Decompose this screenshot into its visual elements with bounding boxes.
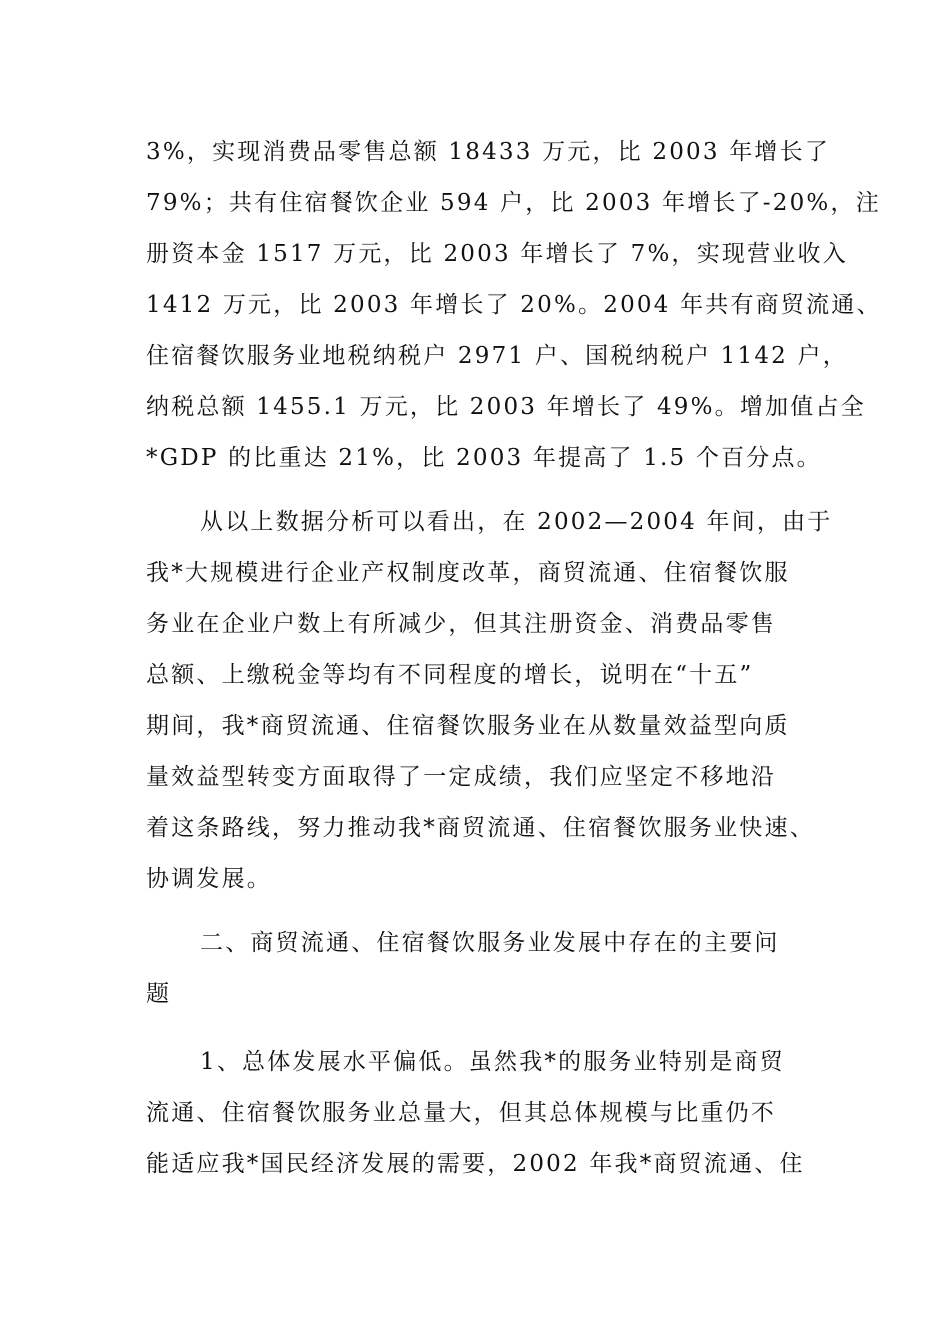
text-line: 题: [146, 981, 172, 1007]
text-line: 住宿餐饮服务业地税纳税户 2971 户、国税纳税户 1142 户，: [146, 343, 848, 369]
text-line: 册资本金 1517 万元，比 2003 年增长了 7%，实现营业收入: [146, 241, 848, 267]
text-line: 我*大规模进行企业产权制度改革，商贸流通、住宿餐饮服: [146, 560, 790, 586]
text-line: *GDP 的比重达 21%，比 2003 年提高了 1.5 个百分点。: [146, 445, 822, 471]
paragraph-problem-1: [146, 1037, 806, 1190]
text-line: 务业在企业户数上有所减少，但其注册资金、消费品零售: [146, 611, 776, 637]
paragraph-data-analysis: [146, 497, 833, 905]
text-line: 1、总体发展水平偏低。虽然我*的服务业特别是商贸: [200, 1049, 785, 1075]
text-line: 协调发展。: [146, 866, 272, 892]
text-line: 期间，我*商贸流通、住宿餐饮服务业在从数量效益型向质: [146, 713, 790, 739]
text-line: 79%；共有住宿餐饮企业 594 户，比 2003 年增长了-20%，注: [146, 190, 881, 216]
paragraph-statistics-continued: [146, 127, 882, 484]
text-line: 1412 万元，比 2003 年增长了 20%。2004 年共有商贸流通、: [146, 292, 882, 318]
text-line: 从以上数据分析可以看出，在 2002—2004 年间，由于: [200, 509, 833, 535]
text-line: 着这条路线，努力推动我*商贸流通、住宿餐饮服务业快速、: [146, 815, 815, 841]
text-line: 能适应我*国民经济发展的需要，2002 年我*商贸流通、住: [146, 1151, 805, 1177]
text-line: 纳税总额 1455.1 万元，比 2003 年增长了 49%。增加值占全: [146, 394, 866, 420]
text-line: 3%，实现消费品零售总额 18433 万元，比 2003 年增长了: [146, 139, 831, 165]
text-line: 量效益型转变方面取得了一定成绩，我们应坚定不移地沿: [146, 764, 776, 790]
text-line: 流通、住宿餐饮服务业总量大，但其总体规模与比重仍不: [146, 1100, 776, 1126]
text-line: 总额、上缴税金等均有不同程度的增长，说明在“十五”: [146, 662, 754, 688]
section-heading-problems: [146, 918, 806, 1020]
text-line: 二、商贸流通、住宿餐饮服务业发展中存在的主要问: [200, 930, 780, 956]
